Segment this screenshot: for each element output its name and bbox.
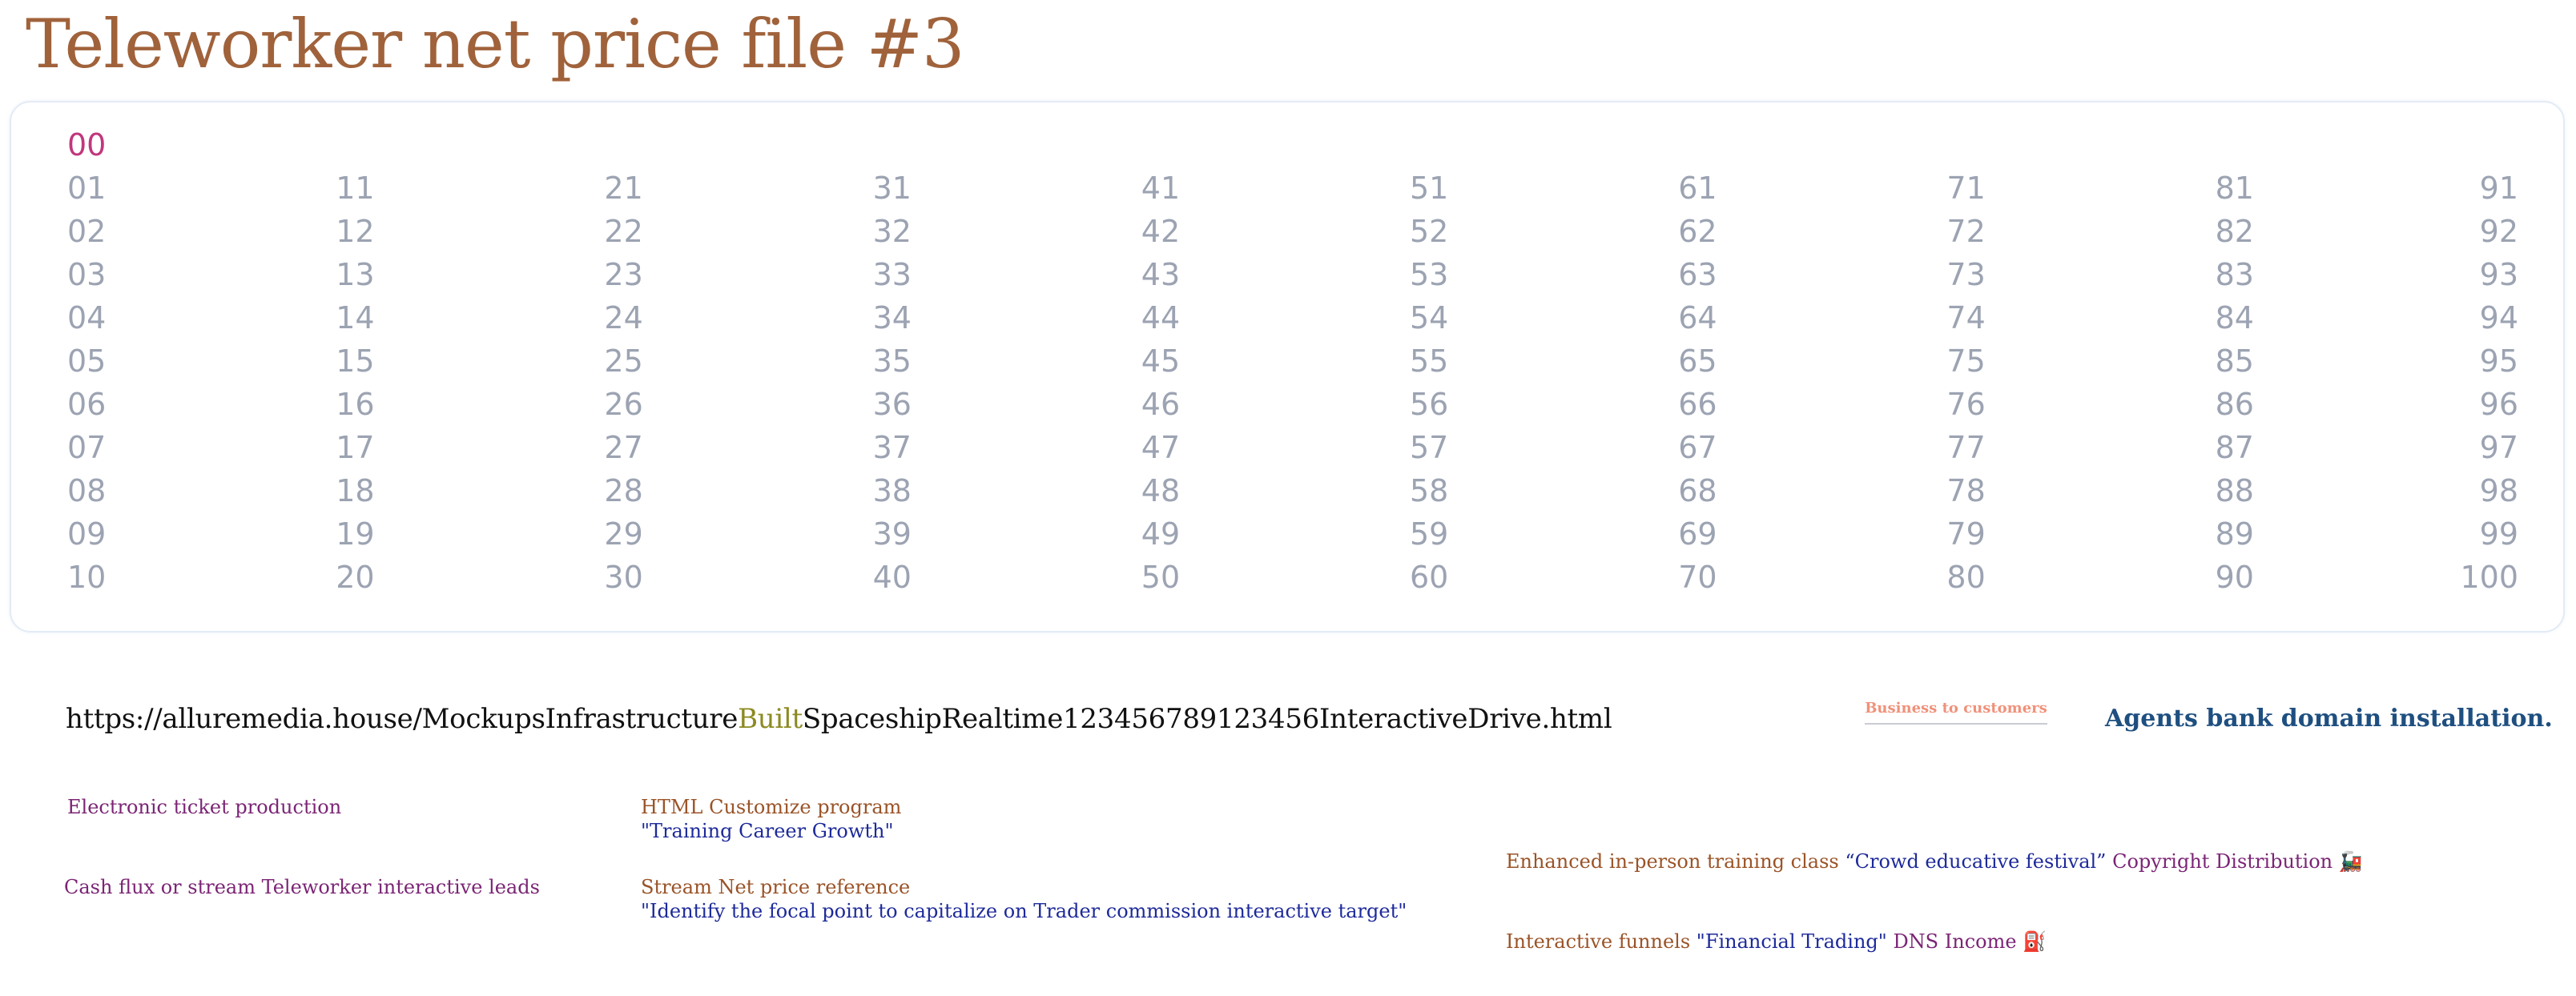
number-cell[interactable]: 56 — [1410, 387, 1449, 422]
training-career-quote[interactable]: "Training Career Growth" — [641, 820, 894, 842]
number-cell[interactable]: 14 — [336, 300, 375, 335]
number-cell[interactable]: 59 — [1410, 516, 1449, 552]
number-cell[interactable]: 79 — [1946, 516, 1986, 552]
funnels-suffix: DNS Income — [1886, 930, 2023, 953]
enhanced-quote: “Crowd educative festival” — [1845, 850, 2107, 873]
number-cell[interactable]: 67 — [1678, 430, 1717, 465]
number-cell[interactable]: 74 — [1946, 300, 1986, 335]
number-cell[interactable]: 04 — [67, 300, 107, 335]
number-cell[interactable]: 44 — [1141, 300, 1181, 335]
number-cell[interactable]: 42 — [1141, 214, 1181, 249]
number-cell[interactable]: 53 — [1410, 257, 1449, 292]
number-cell[interactable]: 16 — [336, 387, 375, 422]
stream-net-link[interactable]: Stream Net price reference — [641, 876, 911, 898]
number-cell[interactable]: 81 — [2215, 171, 2254, 206]
number-cell[interactable]: 73 — [1946, 257, 1986, 292]
number-cell[interactable]: 25 — [604, 343, 643, 379]
number-cell[interactable]: 19 — [336, 516, 375, 552]
number-cell[interactable]: 17 — [336, 430, 375, 465]
number-cell[interactable]: 70 — [1678, 560, 1717, 595]
number-cell[interactable]: 13 — [336, 257, 375, 292]
number-cell[interactable]: 22 — [604, 214, 643, 249]
url-highlight: Built — [738, 703, 803, 735]
number-cell[interactable]: 69 — [1678, 516, 1717, 552]
number-cell[interactable]: 63 — [1678, 257, 1717, 292]
number-cell[interactable]: 01 — [67, 171, 107, 206]
number-cell[interactable]: 94 — [2479, 300, 2518, 335]
number-cell[interactable]: 23 — [604, 257, 643, 292]
number-cell[interactable]: 36 — [872, 387, 912, 422]
number-cell[interactable]: 66 — [1678, 387, 1717, 422]
page-title: Teleworker net price file #3 — [26, 5, 964, 83]
number-cell[interactable]: 55 — [1410, 343, 1449, 379]
number-cell[interactable]: 15 — [336, 343, 375, 379]
electronic-ticket-link[interactable]: Electronic ticket production — [67, 796, 342, 818]
number-cell[interactable]: 46 — [1141, 387, 1181, 422]
number-cell[interactable]: 82 — [2215, 214, 2254, 249]
number-cell[interactable]: 09 — [67, 516, 107, 552]
number-cell[interactable]: 38 — [872, 473, 912, 508]
number-cell[interactable]: 29 — [604, 516, 643, 552]
number-cell[interactable]: 45 — [1141, 343, 1181, 379]
number-cell[interactable]: 83 — [2215, 257, 2254, 292]
cash-flux-link[interactable]: Cash flux or stream Teleworker interactive leads — [64, 876, 540, 898]
number-cell[interactable]: 99 — [2479, 516, 2518, 552]
number-cell[interactable]: 05 — [67, 343, 107, 379]
number-cell[interactable]: 02 — [67, 214, 107, 249]
identify-focal-quote[interactable]: "Identify the focal point to capitalize on Trader commission interactive target" — [641, 900, 1407, 922]
fuel-pump-icon: ⛽ — [2023, 930, 2047, 953]
url-link[interactable] — [66, 703, 1612, 735]
number-cell[interactable]: 76 — [1946, 387, 1986, 422]
number-cell[interactable]: 98 — [2479, 473, 2518, 508]
number-cell[interactable]: 91 — [2479, 171, 2518, 206]
number-cell[interactable]: 20 — [336, 560, 375, 595]
number-cell[interactable]: 47 — [1141, 430, 1181, 465]
number-cell[interactable]: 95 — [2479, 343, 2518, 379]
number-cell[interactable]: 78 — [1946, 473, 1986, 508]
business-to-customers-link[interactable]: Business to customers — [1865, 700, 2047, 725]
number-cell[interactable]: 30 — [604, 560, 643, 595]
number-cell[interactable]: 64 — [1678, 300, 1717, 335]
number-cell[interactable]: 60 — [1410, 560, 1449, 595]
number-cell[interactable]: 88 — [2215, 473, 2254, 508]
number-cell[interactable]: 24 — [604, 300, 643, 335]
number-cell[interactable]: 48 — [1141, 473, 1181, 508]
funnels-quote: "Financial Trading" — [1696, 930, 1887, 953]
number-cell[interactable]: 85 — [2215, 343, 2254, 379]
number-cell[interactable]: 65 — [1678, 343, 1717, 379]
agents-bank-link[interactable]: Agents bank domain installation. — [2105, 705, 2553, 733]
enhanced-prefix: Enhanced in-person training class — [1506, 850, 1845, 873]
number-cell[interactable]: 92 — [2479, 214, 2518, 249]
number-cell[interactable]: 31 — [872, 171, 912, 206]
number-cell[interactable]: 32 — [872, 214, 912, 249]
number-cell[interactable]: 62 — [1678, 214, 1717, 249]
train-icon: 🚂 — [2338, 850, 2363, 873]
number-cell[interactable]: 100 — [2460, 560, 2518, 595]
number-cell[interactable]: 72 — [1946, 214, 1986, 249]
enhanced-suffix: Copyright Distribution — [2106, 850, 2339, 873]
number-cell[interactable]: 90 — [2215, 560, 2254, 595]
number-cell[interactable]: 43 — [1141, 257, 1181, 292]
number-cell[interactable]: 52 — [1410, 214, 1449, 249]
number-cell[interactable]: 07 — [67, 430, 107, 465]
number-cell[interactable]: 86 — [2215, 387, 2254, 422]
number-cell[interactable]: 49 — [1141, 516, 1181, 552]
enhanced-training-link[interactable] — [1506, 850, 2363, 874]
number-cell[interactable]: 33 — [872, 257, 912, 292]
number-cell-highlighted[interactable]: 00 — [67, 127, 107, 163]
number-cell[interactable]: 40 — [872, 560, 912, 595]
number-cell[interactable]: 89 — [2215, 516, 2254, 552]
number-cell[interactable]: 57 — [1410, 430, 1449, 465]
interactive-funnels-link[interactable] — [1506, 930, 2047, 954]
number-cell[interactable]: 26 — [604, 387, 643, 422]
number-cell[interactable]: 28 — [604, 473, 643, 508]
number-cell[interactable]: 39 — [872, 516, 912, 552]
number-cell[interactable]: 84 — [2215, 300, 2254, 335]
number-cell[interactable]: 37 — [872, 430, 912, 465]
number-cell[interactable]: 06 — [67, 387, 107, 422]
funnels-prefix: Interactive funnels — [1506, 930, 1697, 953]
number-cell[interactable]: 58 — [1410, 473, 1449, 508]
number-cell[interactable]: 03 — [67, 257, 107, 292]
number-cell[interactable]: 27 — [604, 430, 643, 465]
number-cell[interactable]: 68 — [1678, 473, 1717, 508]
number-cell[interactable]: 93 — [2479, 257, 2518, 292]
number-cell[interactable]: 11 — [336, 171, 375, 206]
number-cell[interactable]: 71 — [1946, 171, 1986, 206]
number-cell[interactable]: 41 — [1141, 171, 1181, 206]
number-cell[interactable]: 87 — [2215, 430, 2254, 465]
number-cell[interactable]: 10 — [67, 560, 107, 595]
number-cell[interactable]: 35 — [872, 343, 912, 379]
number-cell[interactable]: 80 — [1946, 560, 1986, 595]
number-cell[interactable]: 96 — [2479, 387, 2518, 422]
number-cell[interactable]: 08 — [67, 473, 107, 508]
url-suffix: SpaceshipRealtime123456789123456InteractiveDrive.html — [802, 703, 1612, 735]
number-cell[interactable]: 97 — [2479, 430, 2518, 465]
number-grid — [10, 101, 2565, 633]
number-cell[interactable]: 61 — [1678, 171, 1717, 206]
html-customize-link[interactable]: HTML Customize program — [641, 796, 902, 818]
number-cell[interactable]: 75 — [1946, 343, 1986, 379]
number-cell[interactable]: 50 — [1141, 560, 1181, 595]
number-cell[interactable]: 34 — [872, 300, 912, 335]
number-cell[interactable]: 54 — [1410, 300, 1449, 335]
number-cell[interactable]: 21 — [604, 171, 643, 206]
number-cell[interactable]: 12 — [336, 214, 375, 249]
url-prefix: https://alluremedia.house/MockupsInfrastructure — [66, 703, 739, 735]
number-cell[interactable]: 18 — [336, 473, 375, 508]
number-cell[interactable]: 51 — [1410, 171, 1449, 206]
number-cell[interactable]: 77 — [1946, 430, 1986, 465]
